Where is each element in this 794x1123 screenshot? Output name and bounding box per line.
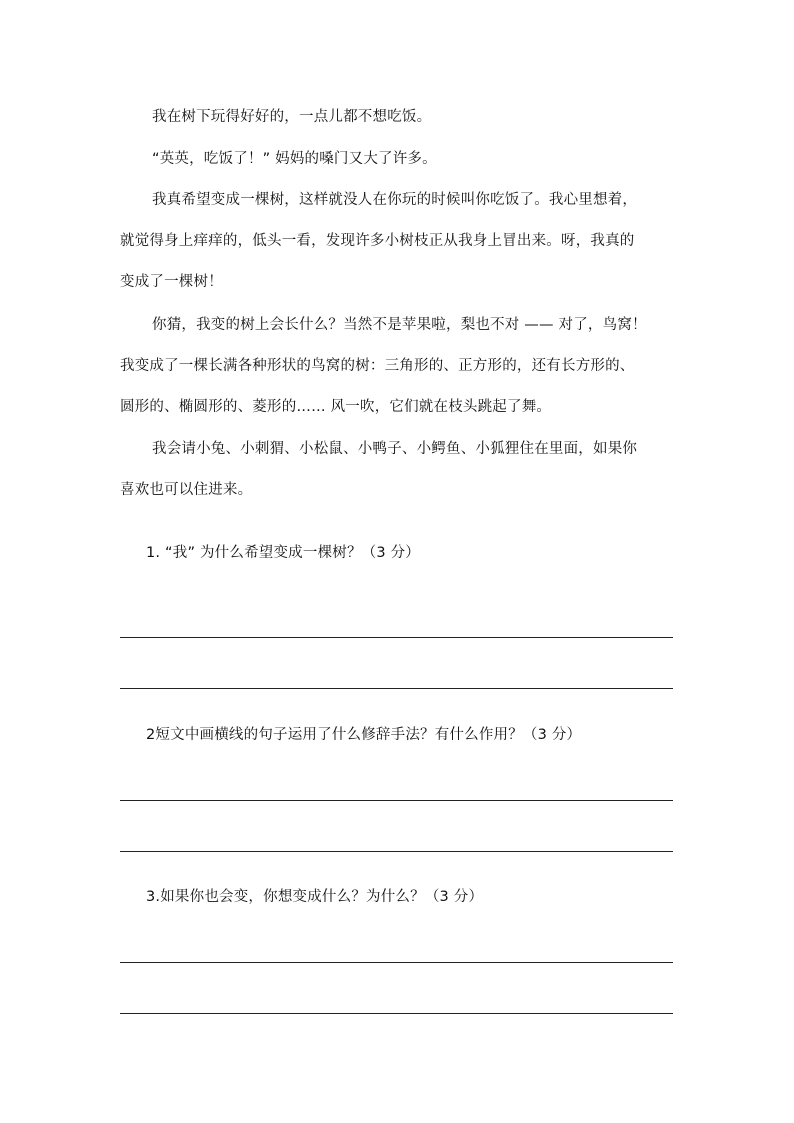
answer-line[interactable] xyxy=(120,851,673,852)
answer-line[interactable] xyxy=(120,1013,673,1014)
passage-paragraph-4-line-1: 你猜，我变的树上会长什么？当然不是苹果啦，梨也不对 —— 对了，鸟窝！ xyxy=(152,317,647,333)
passage-paragraph-4-line-3: 圆形的、椭圆形的、菱形的…… 风一吹，它们就在枝头跳起了舞。 xyxy=(120,399,552,415)
question-3: 3.如果你也会变，你想变成什么？为什么？（3 分） xyxy=(146,889,484,905)
passage-paragraph-5-line-1: 我会请小兔、小刺猬、小松鼠、小鸭子、小鳄鱼、小狐狸住在里面，如果你 xyxy=(152,441,638,457)
passage-paragraph-2: “英英，吃饭了！” 妈妈的嗓门又大了许多。 xyxy=(152,151,437,167)
passage-paragraph-1: 我在树下玩得好好的，一点儿都不想吃饭。 xyxy=(152,109,432,125)
passage-paragraph-3-line-1: 我真希望变成一棵树，这样就没人在你玩的时候叫你吃饭了。我心里想着， xyxy=(152,192,638,208)
question-2: 2短文中画横线的句子运用了什么修辞手法？有什么作用？（3 分） xyxy=(146,727,582,743)
answer-line[interactable] xyxy=(120,962,673,963)
passage-paragraph-5-line-2: 喜欢也可以住进来。 xyxy=(120,482,253,498)
passage-paragraph-3-line-3: 变成了一棵树！ xyxy=(120,274,223,290)
answer-line[interactable] xyxy=(120,637,673,638)
question-1: 1. “我” 为什么希望变成一棵树？（3 分） xyxy=(146,545,421,561)
passage-paragraph-3-line-2: 就觉得身上痒痒的，低头一看，发现许多小树枝正从我身上冒出来。呀，我真的 xyxy=(120,233,635,249)
passage-paragraph-4-line-2: 我变成了一棵长满各种形状的鸟窝的树：三角形的、正方形的，还有长方形的、 xyxy=(120,358,635,374)
answer-line[interactable] xyxy=(120,800,673,801)
answer-line[interactable] xyxy=(120,688,673,689)
